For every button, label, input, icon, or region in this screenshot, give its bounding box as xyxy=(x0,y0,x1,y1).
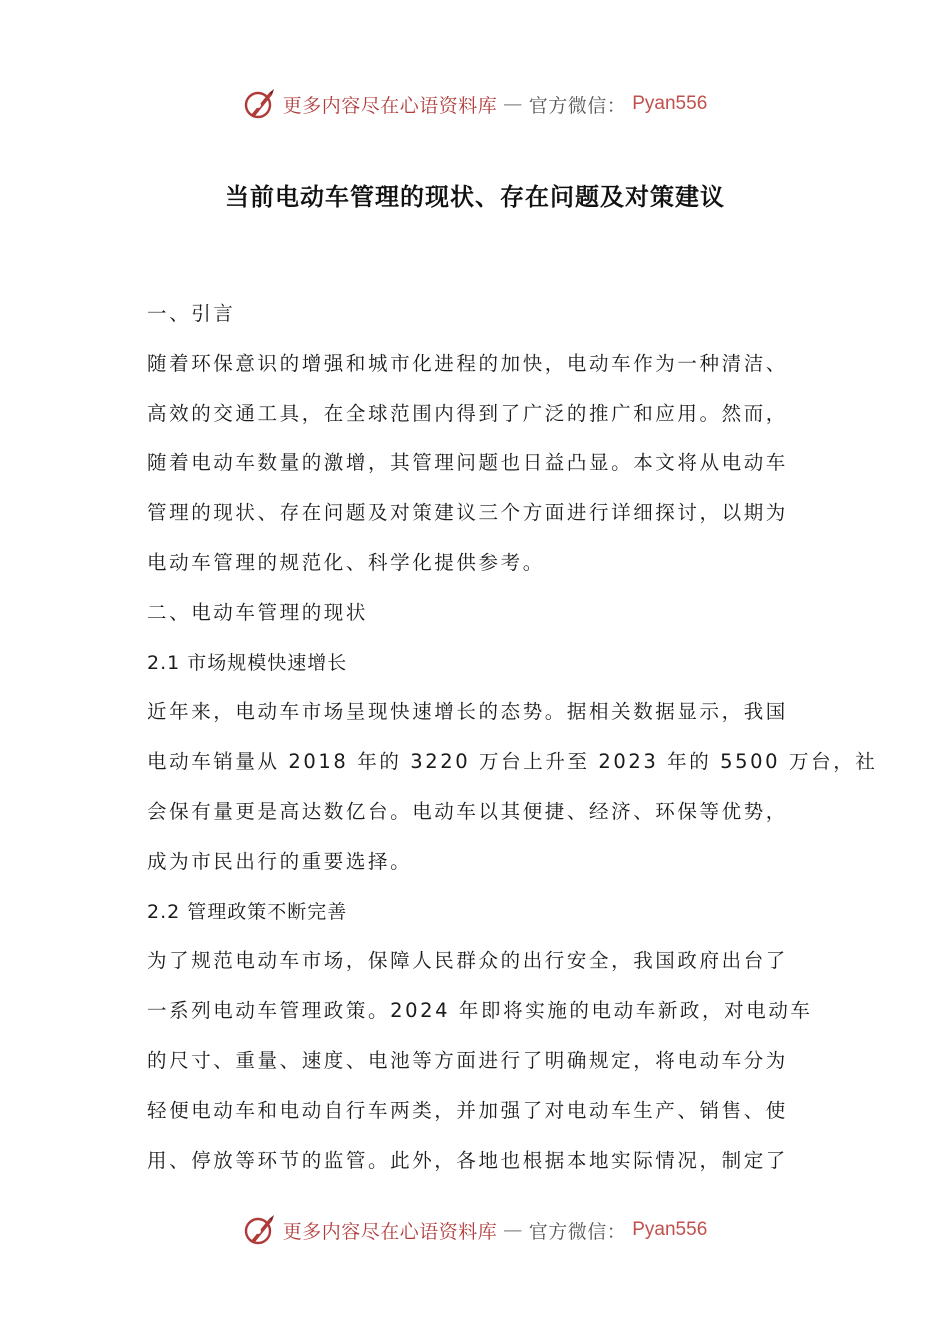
subsection-heading-2-2: 2.2 管理政策不断完善 xyxy=(147,900,348,923)
paragraph-line: 用、停放等环节的监管。此外，各地也根据本地实际情况，制定了 xyxy=(147,1148,788,1172)
banner-wechat-id: Pyan556 xyxy=(632,1219,708,1240)
document-title: 当前电动车管理的现状、存在问题及对策建议 xyxy=(225,183,725,211)
paragraph-line: 高效的交通工具，在全球范围内得到了广泛的推广和应用。然而， xyxy=(147,401,788,425)
paragraph-line: 电动车管理的规范化、科学化提供参考。 xyxy=(147,550,545,574)
footer-banner xyxy=(0,1210,950,1250)
banner-title: 更多内容尽在心语资料库 xyxy=(282,94,498,117)
paragraph-line: 电动车销量从 2018 年的 3220 万台上升至 2023 年的 5500 万台，社 xyxy=(147,750,878,774)
banner-title: 更多内容尽在心语资料库 xyxy=(282,1220,498,1243)
section-heading-intro: 一、引言 xyxy=(147,302,236,325)
paragraph-line: 轻便电动车和电动自行车两类，并加强了对电动车生产、销售、使 xyxy=(147,1098,788,1122)
banner-wechat-label: 官方微信： xyxy=(528,1220,627,1243)
banner-dash: — xyxy=(503,93,523,115)
paragraph-line: 为了规范电动车市场，保障人民群众的出行安全，我国政府出台了 xyxy=(147,949,788,973)
banner-dash: — xyxy=(503,1219,523,1241)
paragraph-line: 成为市民出行的重要选择。 xyxy=(147,849,413,873)
paragraph-line: 一系列电动车管理政策。2024 年即将实施的电动车新政，对电动车 xyxy=(147,999,813,1023)
quill-pen-circle-icon xyxy=(243,87,277,121)
header-banner xyxy=(0,84,950,124)
document-body xyxy=(147,294,878,1190)
banner-content xyxy=(243,1213,708,1247)
banner-wechat-id: Pyan556 xyxy=(632,93,708,114)
paragraph-line: 随着环保意识的增强和城市化进程的加快，电动车作为一种清洁、 xyxy=(147,351,788,375)
paragraph-line: 会保有量更是高达数亿台。电动车以其便捷、经济、环保等优势， xyxy=(147,799,788,823)
paragraph-line: 近年来，电动车市场呈现快速增长的态势。据相关数据显示，我国 xyxy=(147,700,788,724)
quill-pen-circle-icon xyxy=(243,1213,277,1247)
paragraph-line: 管理的现状、存在问题及对策建议三个方面进行详细探讨，以期为 xyxy=(147,501,788,525)
paragraph-line: 随着电动车数量的激增，其管理问题也日益凸显。本文将从电动车 xyxy=(147,451,788,475)
banner-wechat-label: 官方微信： xyxy=(528,94,627,117)
section-heading-status: 二、电动车管理的现状 xyxy=(147,600,369,624)
paragraph-line: 的尺寸、重量、速度、电池等方面进行了明确规定，将电动车分为 xyxy=(147,1048,788,1072)
subsection-heading-2-1: 2.1 市场规模快速增长 xyxy=(147,651,348,674)
banner-content xyxy=(243,87,708,121)
